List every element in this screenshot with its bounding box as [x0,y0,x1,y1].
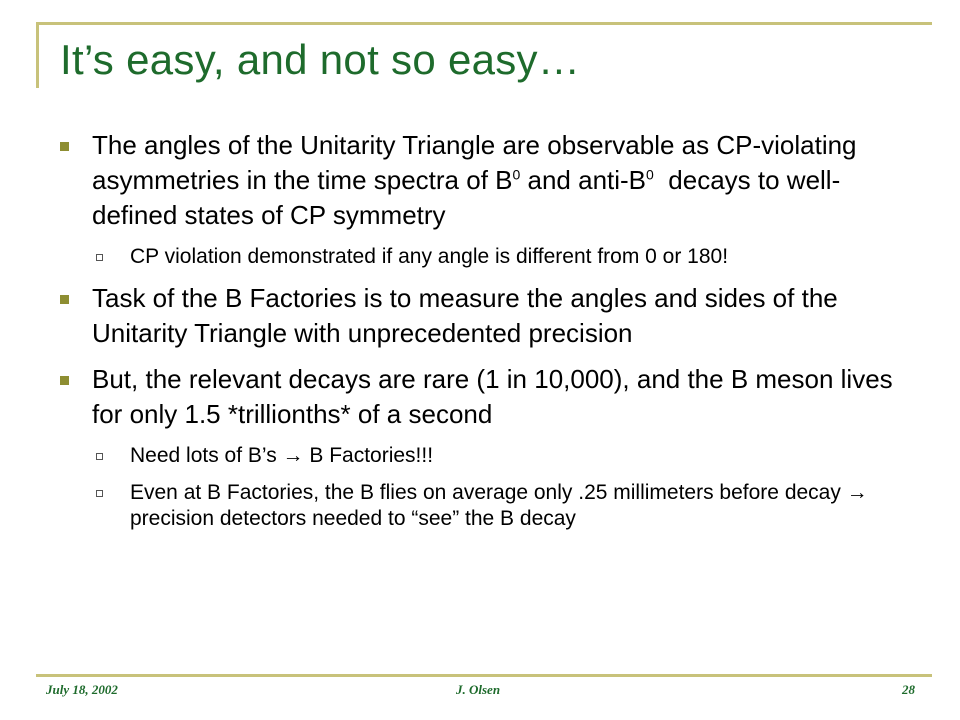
frame-top-line [36,22,932,25]
footer-date: July 18, 2002 [46,682,118,697]
bullet-item-2 [58,281,918,351]
superscript-zero: 0 [646,166,654,183]
footer-page-number: 28 [902,682,915,697]
sub-bullet-1-1 [58,244,918,270]
sub-bullet-text: Need lots of B’s → B Factories!!! [130,444,434,467]
bullet-3-text: But, the relevant decays are rare (1 in 10,000), and the B meson lives for only 1.5 *trillionths* of a second [92,364,893,429]
slide-title: It’s easy, and not so easy… [60,36,581,83]
square-bullet-icon [60,142,69,151]
hollow-square-bullet-icon [96,254,103,261]
hollow-square-bullet-icon [96,490,103,497]
sub-bullet-3-2 [58,480,918,532]
bullet-2-text: Task of the B Factories is to measure the angles and sides of the Unitarity Triangle with unprecedented precision [92,283,838,348]
hollow-square-bullet-icon [96,453,103,460]
bullet-1-text-part1: The angles of the Unitarity Triangle are observable as CP-violating asymmetries in the time spectra of B [92,130,857,195]
footer-author: J. Olsen [456,682,501,697]
frame-left-line [36,22,39,88]
slide-content [58,128,918,543]
sub-bullet-3-1 [58,443,918,469]
square-bullet-icon [60,376,69,385]
square-bullet-icon [60,295,69,304]
sub-bullet-text: Even at B Factories, the B flies on average only .25 millimeters before decay → precision detectors needed to “see” the B decay [130,481,868,530]
bullet-item-1 [58,128,918,233]
bullet-item-3 [58,362,918,432]
bullet-1-text-part2: and anti-B [520,165,647,195]
superscript-zero: 0 [512,166,521,183]
sub-bullet-text: CP violation demonstrated if any angle is different from 0 or 180! [130,245,729,268]
frame-bottom-line [36,674,932,677]
bullet-1-text-part3: decays to well-defined states of CP symmetry [92,165,841,230]
